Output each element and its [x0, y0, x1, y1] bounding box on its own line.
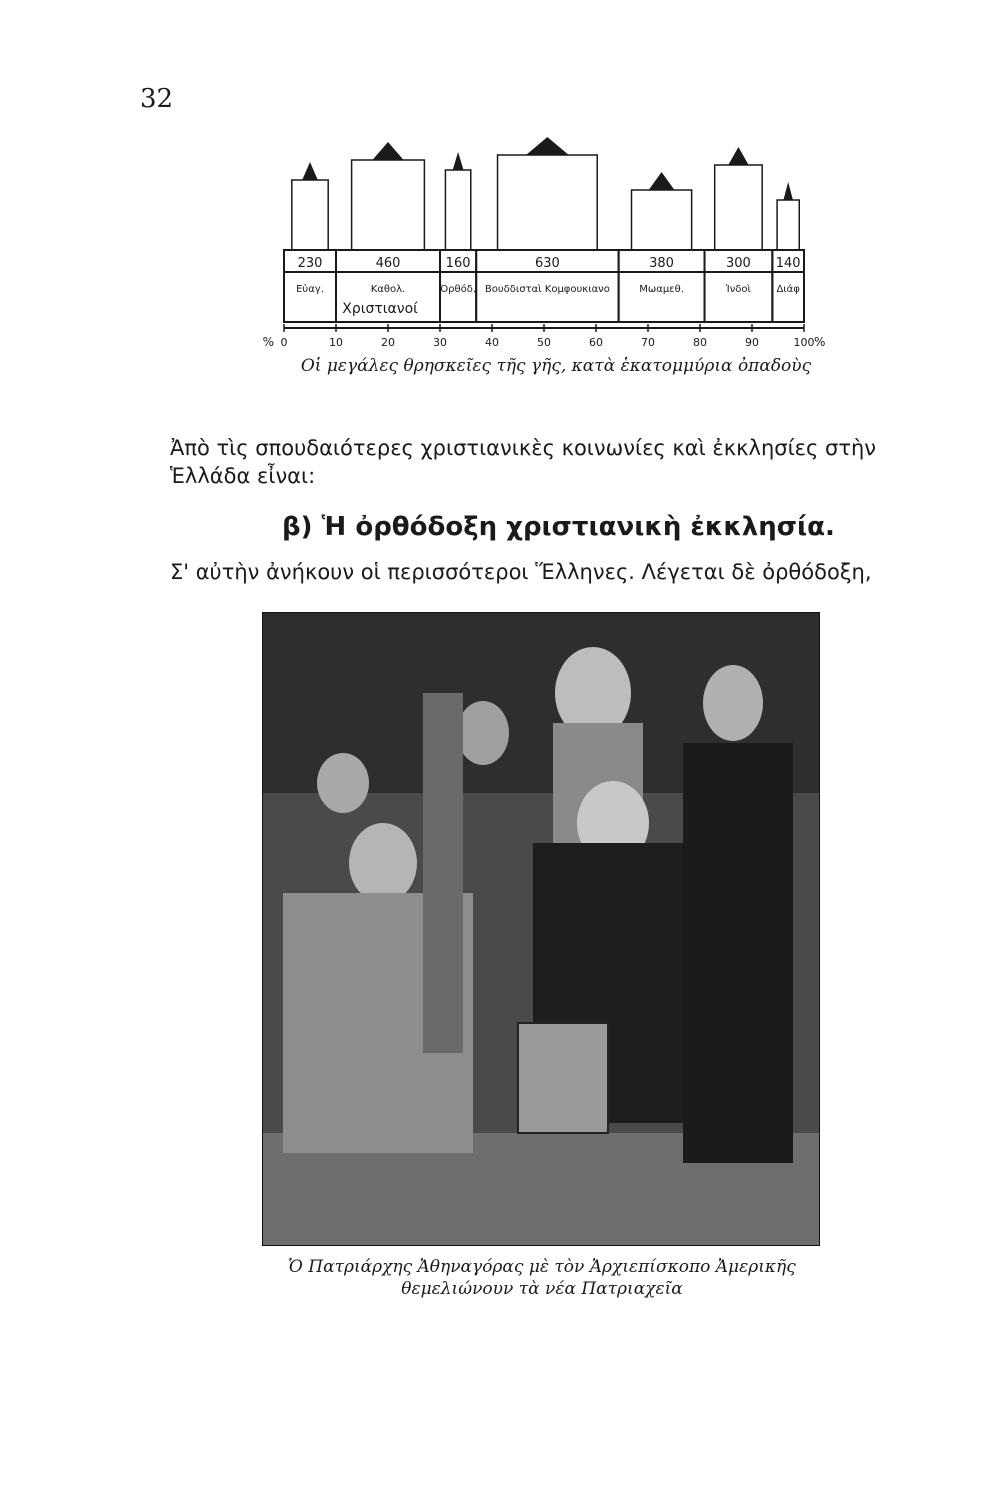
- building-icon-5: [715, 165, 762, 250]
- category-label: Ὀρθόδ.: [440, 284, 477, 295]
- value-label: 630: [534, 256, 560, 271]
- spire-icon-4: [649, 172, 675, 190]
- x-tick-label: 90: [745, 336, 759, 349]
- x-tick-label: 60: [589, 336, 603, 349]
- spire-icon-6: [783, 182, 792, 200]
- group-label-christians: Χριστιανοί: [342, 301, 418, 317]
- category-label: Καθολ.: [370, 284, 406, 295]
- category-cell: [284, 272, 336, 322]
- category-cell: [440, 272, 476, 322]
- value-label: 380: [649, 256, 674, 271]
- category-label: Διάφ: [776, 284, 800, 295]
- axis-prefix: %: [262, 335, 274, 349]
- axis-suffix: %: [814, 335, 826, 349]
- category-cell: [772, 272, 804, 322]
- building-icon-0: [292, 180, 328, 250]
- religions-chart: [262, 150, 826, 390]
- value-label: 140: [775, 256, 801, 271]
- section-heading: β) Ἡ ὀρθόδοξη χριστιανικὴ ἐκκλησία.: [282, 512, 835, 542]
- category-label: Βουδδισταὶ Κομφουκιανο: [484, 284, 610, 295]
- patriarch-photo: [262, 612, 820, 1246]
- x-tick-label: 50: [537, 336, 551, 349]
- category-label: Εὐαγ.: [296, 284, 324, 295]
- value-label: 230: [297, 256, 323, 271]
- x-tick-label: 40: [485, 336, 499, 349]
- x-tick-label: 30: [433, 336, 447, 349]
- category-label: Μωαμεθ.: [639, 284, 684, 295]
- x-tick-label: 70: [641, 336, 655, 349]
- category-cell: [705, 272, 773, 322]
- category-label: Ἰνδοὶ: [725, 284, 751, 295]
- paragraph-orthodox: Σ' αὐτὴν ἀνήκουν οἱ περισσότεροι Ἕλληνες. Λέγεται δὲ ὀρθόδοξη,: [170, 560, 872, 584]
- building-icon-2: [445, 170, 470, 250]
- chart-caption: Οἱ μεγάλες θρησκεῖες τῆς γῆς, κατὰ ἑκατομμύρια ὀπαδοὺς: [300, 356, 812, 376]
- building-icon-3: [498, 155, 598, 250]
- x-tick-label: 0: [280, 336, 288, 349]
- building-icon-6: [777, 200, 799, 250]
- paragraph-intro: Ἀπὸ τὶς σπουδαιότερες χριστιανικὲς κοινωνίες καὶ ἐκκλησίες στὴν Ἑλλάδα εἶναι:: [170, 436, 877, 488]
- spire-icon-2: [453, 152, 464, 170]
- category-cell: [476, 272, 618, 322]
- x-tick-label: 10: [329, 336, 343, 349]
- spire-icon-1: [372, 142, 403, 160]
- value-label: 300: [726, 256, 751, 271]
- religions-chart-svg: [262, 150, 826, 350]
- category-cell: [619, 272, 705, 322]
- spire-icon-0: [302, 162, 318, 180]
- x-tick-label: 20: [381, 336, 395, 349]
- spire-icon-5: [728, 147, 748, 165]
- building-icon-1: [352, 160, 425, 250]
- photo-caption-line-2: θεμελιώνουν τὰ νέα Πατριαχεῖα: [401, 1279, 683, 1299]
- photo-caption: [262, 1256, 822, 1300]
- spire-icon-3: [526, 137, 569, 155]
- value-label: 460: [375, 256, 401, 271]
- photo-illustration: [263, 613, 819, 1245]
- photo-caption-line-1: Ὁ Πατριάρχης Ἀθηναγόρας μὲ τὸν Ἀρχιεπίσκοπο Ἀμερικῆς: [288, 1257, 796, 1277]
- page-number: 32: [140, 84, 174, 114]
- value-label: 160: [445, 256, 471, 271]
- building-icon-4: [631, 190, 691, 250]
- x-tick-label: 100: [793, 336, 815, 349]
- x-tick-label: 80: [693, 336, 707, 349]
